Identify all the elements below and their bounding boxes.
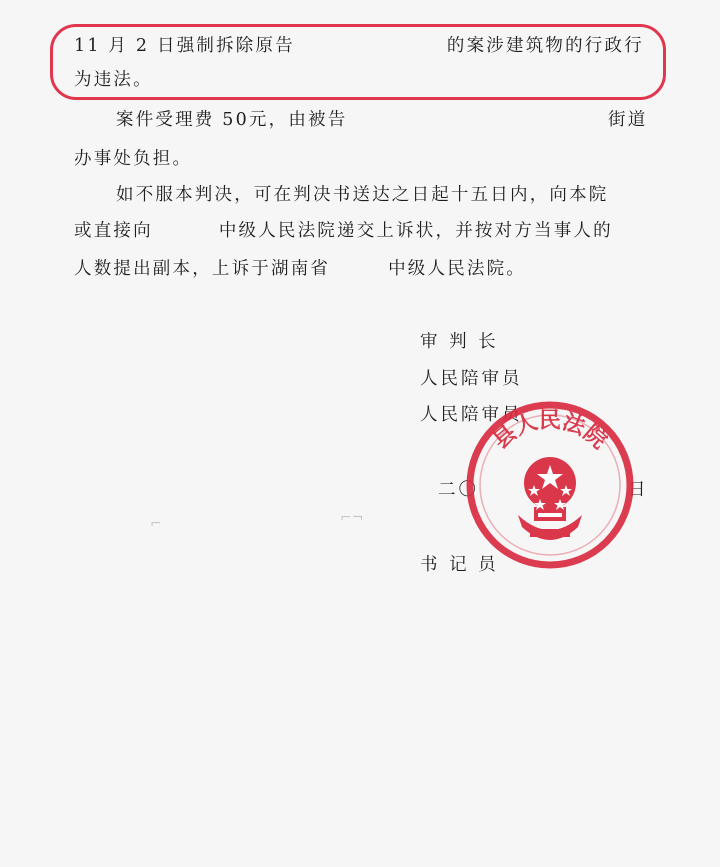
text-line-3-end: 街道 — [608, 110, 648, 130]
date-start: 二〇 — [438, 480, 479, 500]
text-line-2: 为违法。 — [74, 70, 153, 90]
scan-mark-2: ⌐¬ — [340, 510, 364, 526]
chief-judge-label: 审 判 长 — [420, 332, 499, 352]
text-line-7-start: 人数提出副本，上诉于湖南省 — [74, 259, 331, 279]
text-line-1-end: 的案涉建筑物的行政行 — [446, 36, 644, 56]
text-line-4: 办事处负担。 — [74, 149, 193, 169]
text-line-6-end: 中级人民法院递交上诉状，并按对方当事人的 — [218, 221, 613, 241]
text-line-6-start: 或直接向 — [74, 221, 153, 241]
juror-2-label: 人民陪审员 — [420, 405, 523, 425]
juror-1-label: 人民陪审员 — [420, 369, 523, 389]
court-seal-icon — [460, 395, 640, 575]
text-line-3-start: 案件受理费 50元，由被告 — [116, 110, 348, 130]
text-line-6 — [74, 217, 613, 242]
text-line-5: 如不服本判决，可在判决书送达之日起十五日内，向本院 — [116, 185, 609, 205]
scan-mark: ⌐ — [150, 516, 162, 532]
text-line-7-end: 中级人民法院。 — [388, 259, 527, 279]
clerk-label: 书 记 员 — [420, 555, 499, 575]
text-line-1-start: 11 月 2 日强制拆除原告 — [74, 36, 295, 56]
date-end: 日 — [628, 480, 649, 500]
seal-text: 县人民法院 — [488, 408, 612, 455]
text-line-7 — [74, 255, 526, 280]
text-line-1 — [74, 32, 644, 57]
